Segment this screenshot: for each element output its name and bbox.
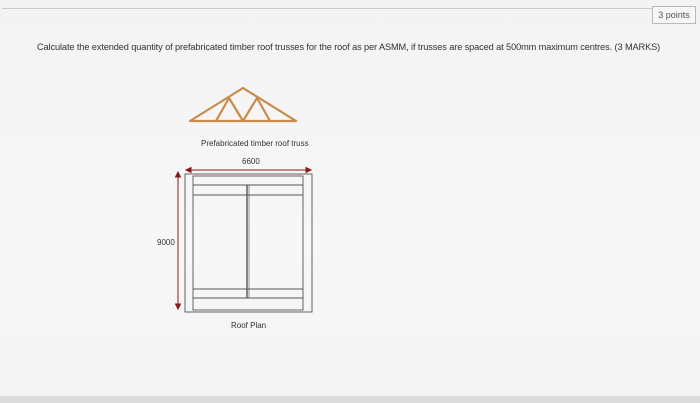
length-dimension-line xyxy=(176,172,181,309)
truss-webs xyxy=(216,98,270,121)
truss-diagram xyxy=(190,88,296,121)
width-dimension-line xyxy=(186,168,311,173)
length-dimension-label: 9000 xyxy=(157,238,175,247)
truss-caption: Prefabricated timber roof truss xyxy=(201,139,309,148)
bottom-edge xyxy=(0,396,700,403)
points-badge: 3 points xyxy=(652,6,696,24)
roof-plan xyxy=(185,174,312,312)
width-dimension-label: 6600 xyxy=(242,157,260,166)
plan-caption: Roof Plan xyxy=(231,321,267,330)
truss-outline xyxy=(190,88,296,121)
question-text: Calculate the extended quantity of prefabricated timber roof trusses for the roof as per ASMM, if trusses are spaced at 500mm maximum centres. (3 MARKS) xyxy=(37,42,661,52)
